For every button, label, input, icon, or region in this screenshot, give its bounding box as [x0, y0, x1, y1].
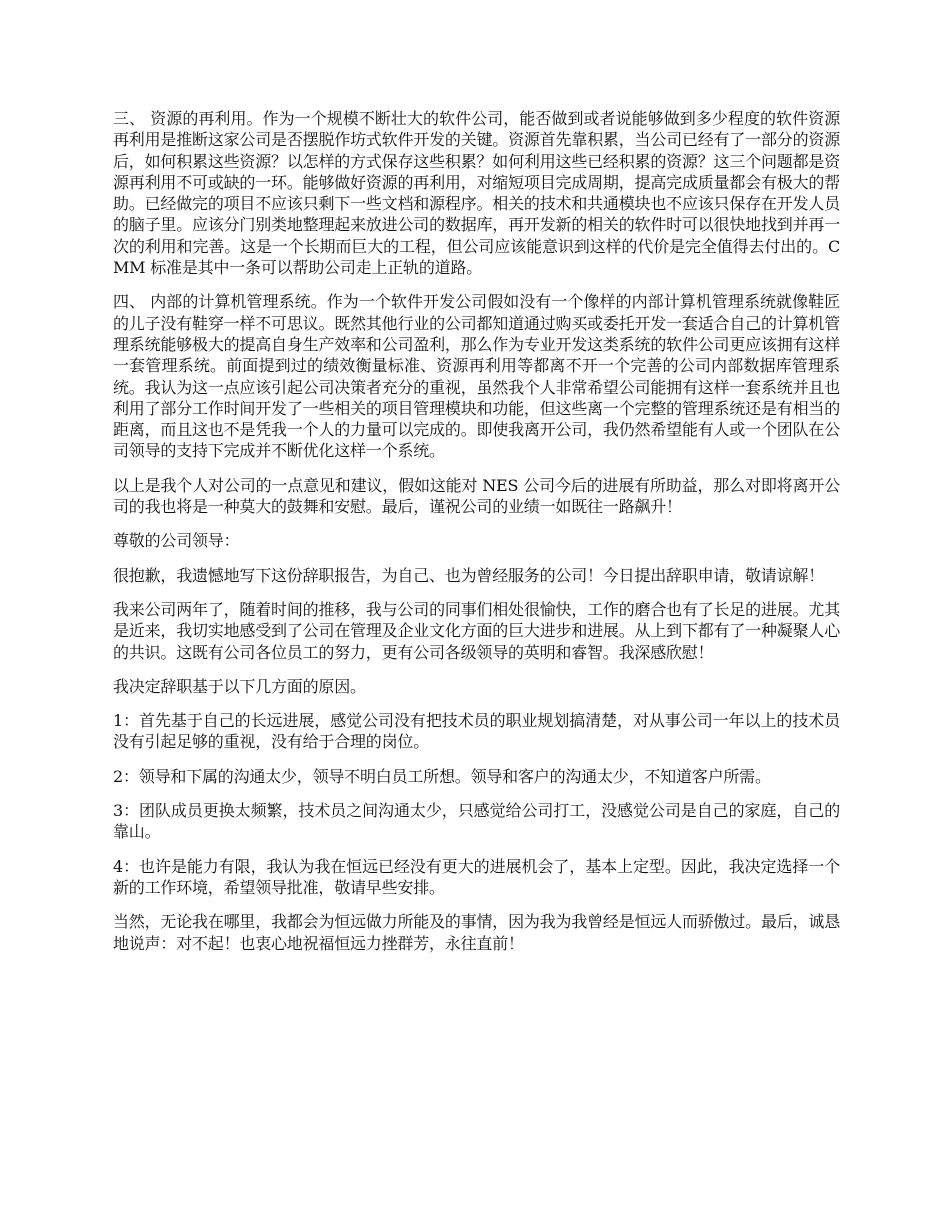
paragraph-closing-remarks: 以上是我个人对公司的一点意见和建议，假如这能对 NES 公司今后的进展有所助益，那么对即将离开公司的我也将是一种莫大的鼓舞和安慰。最后，谨祝公司的业绩一如既往一路飙升！: [113, 475, 840, 517]
paragraph-farewell: 当然，无论我在哪里，我都会为恒远做力所能及的事情，因为我为我曾经是恒远人而骄傲过。最后，诚恳地说声：对不起！也衷心地祝福恒远力挫群芳，永往直前！: [113, 912, 840, 953]
paragraph-resource-reuse: 三、 资源的再利用。作为一个规模不断壮大的软件公司，能否做到或者说能够做到多少程度的软件资源再利用是推断这家公司是否摆脱作坊式软件开发的关键。资源首先靠积累，当公司已经有了一部分的资源后，如何积累这些资源？以怎样的方式保存这些积累？如何利用这些已经积累的资源？这三个问题都是资源再利用不可或缺的一环。能够做好资源的再利用，对缩短项目完成周期，提高完成质量都会有极大的帮助。已经做完的项目不应该只剩下一些文档和源程序。相关的技术和共通模块也不应该只保存在开发人员的脑子里。应该分门别类地整理起来放进公司的数据库，再开发新的相关的软件时可以很快地找到并再一次的利用和完善。这是一个长期而巨大的工程，但公司应该能意识到这样的代价是完全值得去付出的。CMM 标准是其中一条可以帮助公司走上正轨的道路。: [113, 109, 840, 278]
document-body: [113, 108, 840, 967]
reason-item-1: 1：首先基于自己的长远进展，感觉公司没有把技术员的职业规划搞清楚，对从事公司一年以上的技术员没有引起足够的重视，没有给于合理的岗位。: [113, 711, 840, 752]
paragraph-resignation-intro: 很抱歉，我遗憾地写下这份辞职报告，为自己、也为曾经服务的公司！今日提出辞职申请，敬请谅解！: [113, 565, 825, 585]
paragraph-internal-management-system: 四、 内部的计算机管理系统。作为一个软件开发公司假如没有一个像样的内部计算机管理系统就像鞋匠的儿子没有鞋穿一样不可思议。既然其他行业的公司都知道通过购买或委托开发一套适合自己的计算机管理系统能够极大的提高自身生产效率和公司盈利，那么作为专业开发这类系统的软件公司更应该拥有这样一套管理系统。前面提到过的绩效衡量标准、资源再利用等都离不开一个完善的公司内部数据库管理系统。我认为这一点应该引起公司决策者充分的重视，虽然我个人非常希望公司能拥有这样一套系统并且也利用了部分工作时间开发了一些相关的项目管理模块和功能，但这些离一个完整的管理系统还是有相当的距离，而且这也不是凭我一个人的力量可以完成的。即使我离开公司，我仍然希望能有人或一个团队在公司领导的支持下完成并不断优化这样一个系统。: [113, 292, 840, 461]
reason-item-4: 4：也许是能力有限，我认为我在恒远已经没有更大的进展机会了，基本上定型。因此，我决定选择一个新的工作环境，希望领导批准，敬请早些安排。: [113, 856, 840, 897]
paragraph-reasons-heading: 我决定辞职基于以下几方面的原因。: [113, 676, 366, 696]
salutation: 尊敬的公司领导：: [113, 531, 240, 551]
reason-item-3: 3：团队成员更换太频繁，技术员之间沟通太少，只感觉给公司打工，没感觉公司是自己的家庭，自己的靠山。: [113, 801, 840, 842]
paragraph-work-experience: 我来公司两年了，随着时间的推移，我与公司的同事们相处很愉快，工作的磨合也有了长足的进展。尤其是近来，我切实地感受到了公司在管理及企业文化方面的巨大进步和进展。从上到下都有了一种凝聚人心的共识。这既有公司各位员工的努力，更有公司各级领导的英明和睿智。我深感欣慰！: [113, 599, 840, 662]
reason-item-2: 2：领导和下属的沟通太少，领导不明白员工所想。领导和客户的沟通太少，不知道客户所需。: [113, 766, 771, 786]
